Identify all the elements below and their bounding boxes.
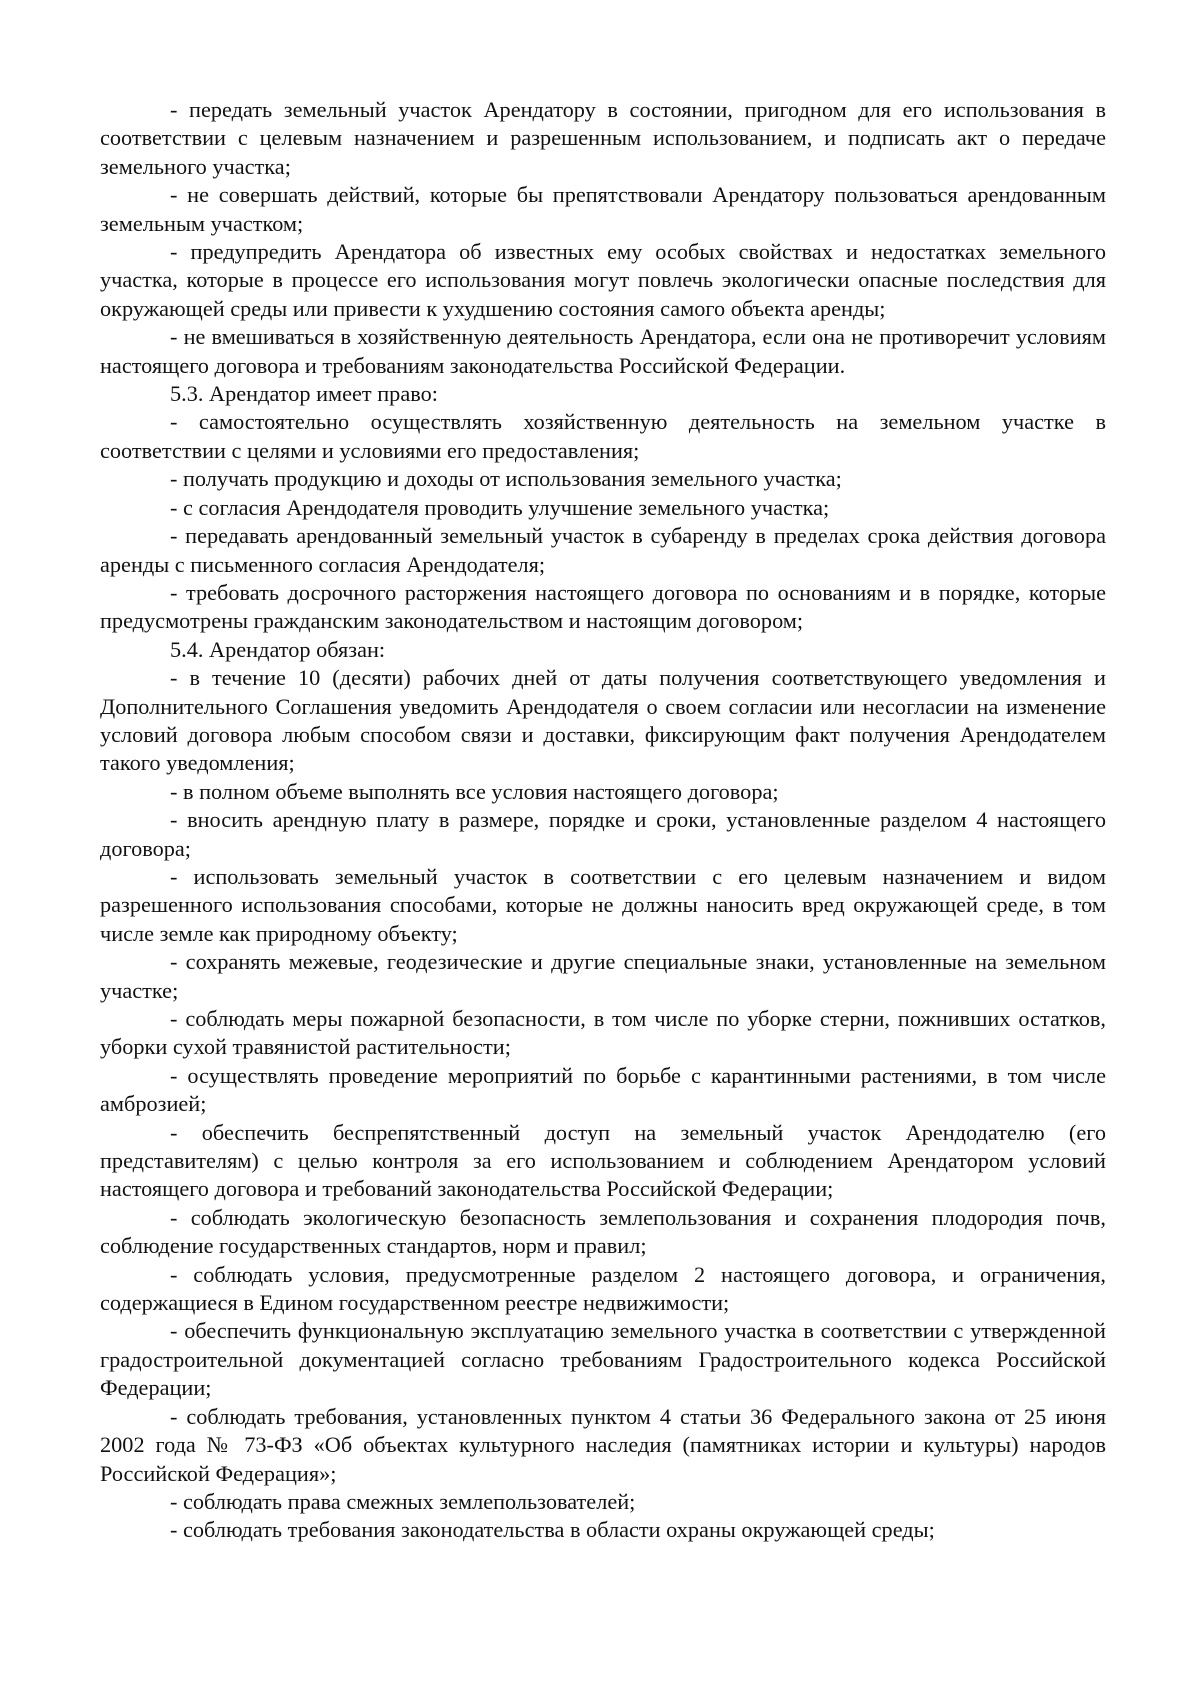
paragraph-22: - обеспечить функциональную эксплуатацию земельного участка в соответствии с утвержденной градостроительной документацией согласно требованиям Градостроительного кодекса Российской Федерации; xyxy=(100,1318,1106,1401)
paragraph-17: - соблюдать меры пожарной безопасности, в том числе по уборке стерни, пожнивших остатков, уборки сухой травянистой растительности; xyxy=(100,1006,1106,1060)
paragraph-12: - в течение 10 (десяти) рабочих дней от даты получения соответствующего уведомления и Дополнительного Соглашения уведомить Арендодателя о своем согласии или несогласии на изменение условий договора любым способом связи и доставки, фиксирующим факт получения Арендодателем такого уведомления; xyxy=(100,665,1106,776)
paragraph-13: - в полном объеме выполнять все условия настоящего договора; xyxy=(170,778,779,804)
section-heading-5-4: 5.4. Арендатор обязан: xyxy=(170,636,386,662)
paragraph-14: - вносить арендную плату в размере, порядке и сроки, установленные разделом 4 настоящего договора; xyxy=(100,807,1106,861)
paragraph-7: - получать продукцию и доходы от использования земельного участка; xyxy=(170,466,842,492)
paragraph-19: - обеспечить беспрепятственный доступ на земельный участок Арендодателю (его представителям) с целью контроля за его использованием и соблюдением Арендатором условий настоящего договора и требований законодательства Российской Федерации; xyxy=(100,1119,1106,1202)
paragraph-2: - не совершать действий, которые бы препятствовали Арендатору пользоваться арендованным земельным участком; xyxy=(100,182,1106,236)
paragraph-21: - соблюдать условия, предусмотренные разделом 2 настоящего договора, и ограничения, содержащиеся в Едином государственном реестре недвижимости; xyxy=(100,1261,1106,1316)
paragraph-23: - соблюдать требования, установленных пунктом 4 статьи 36 Федерального закона от 25 июня 2002 года № 73-ФЗ «Об объектах культурного наследия (памятниках истории и культуры) народов Российской Федерация»; xyxy=(100,1403,1106,1486)
paragraph-24: - соблюдать права смежных землепользователей; xyxy=(170,1488,636,1514)
paragraph-15: - использовать земельный участок в соответствии с его целевым назначением и видом разрешенного использования способами, которые не должны наносить вред окружающей среде, в том числе земле как природному объекту; xyxy=(100,863,1106,946)
paragraph-6: - самостоятельно осуществлять хозяйственную деятельность на земельном участке в соответствии с целями и условиями его предоставления; xyxy=(100,409,1106,463)
paragraph-25: - соблюдать требования законодательства в области охраны окружающей среды; xyxy=(170,1517,935,1543)
paragraph-3: - предупредить Арендатора об известных ему особых свойствах и недостатках земельного участка, которые в процессе его использования могут повлечь экологически опасные последствия для окружающей среды или привести к ухудшению состояния самого объекта аренды; xyxy=(100,239,1106,321)
paragraph-10: - требовать досрочного расторжения настоящего договора по основаниям и в порядке, которые предусмотрены гражданским законодательством и настоящим договором; xyxy=(100,579,1106,634)
paragraph-16: - сохранять межевые, геодезические и другие специальные знаки, установленные на земельном участке; xyxy=(100,949,1106,1003)
paragraph-9: - передавать арендованный земельный участок в субаренду в пределах срока действия договора аренды с письменного согласия Арендодателя; xyxy=(100,523,1106,577)
paragraph-18: - осуществлять проведение мероприятий по борьбе с карантинными растениями, в том числе амброзией; xyxy=(100,1062,1106,1117)
section-heading-5-3: 5.3. Арендатор имеет право: xyxy=(170,381,438,407)
paragraph-4: - не вмешиваться в хозяйственную деятельность Арендатора, если она не противоречит условиям настоящего договора и требованиям законодательства Российской Федерации. xyxy=(100,324,1106,378)
paragraph-20: - соблюдать экологическую безопасность землепользования и сохранения плодородия почв, соблюдение государственных стандартов, норм и правил; xyxy=(100,1204,1106,1259)
paragraph-8: - с согласия Арендодателя проводить улучшение земельного участка; xyxy=(170,494,830,520)
document-page xyxy=(100,96,1106,1545)
paragraph-1: - передать земельный участок Арендатору в состоянии, пригодном для его использования в соответствии с целевым назначением и разрешенным использованием, и подписать акт о передаче земельного участка; xyxy=(100,97,1106,179)
